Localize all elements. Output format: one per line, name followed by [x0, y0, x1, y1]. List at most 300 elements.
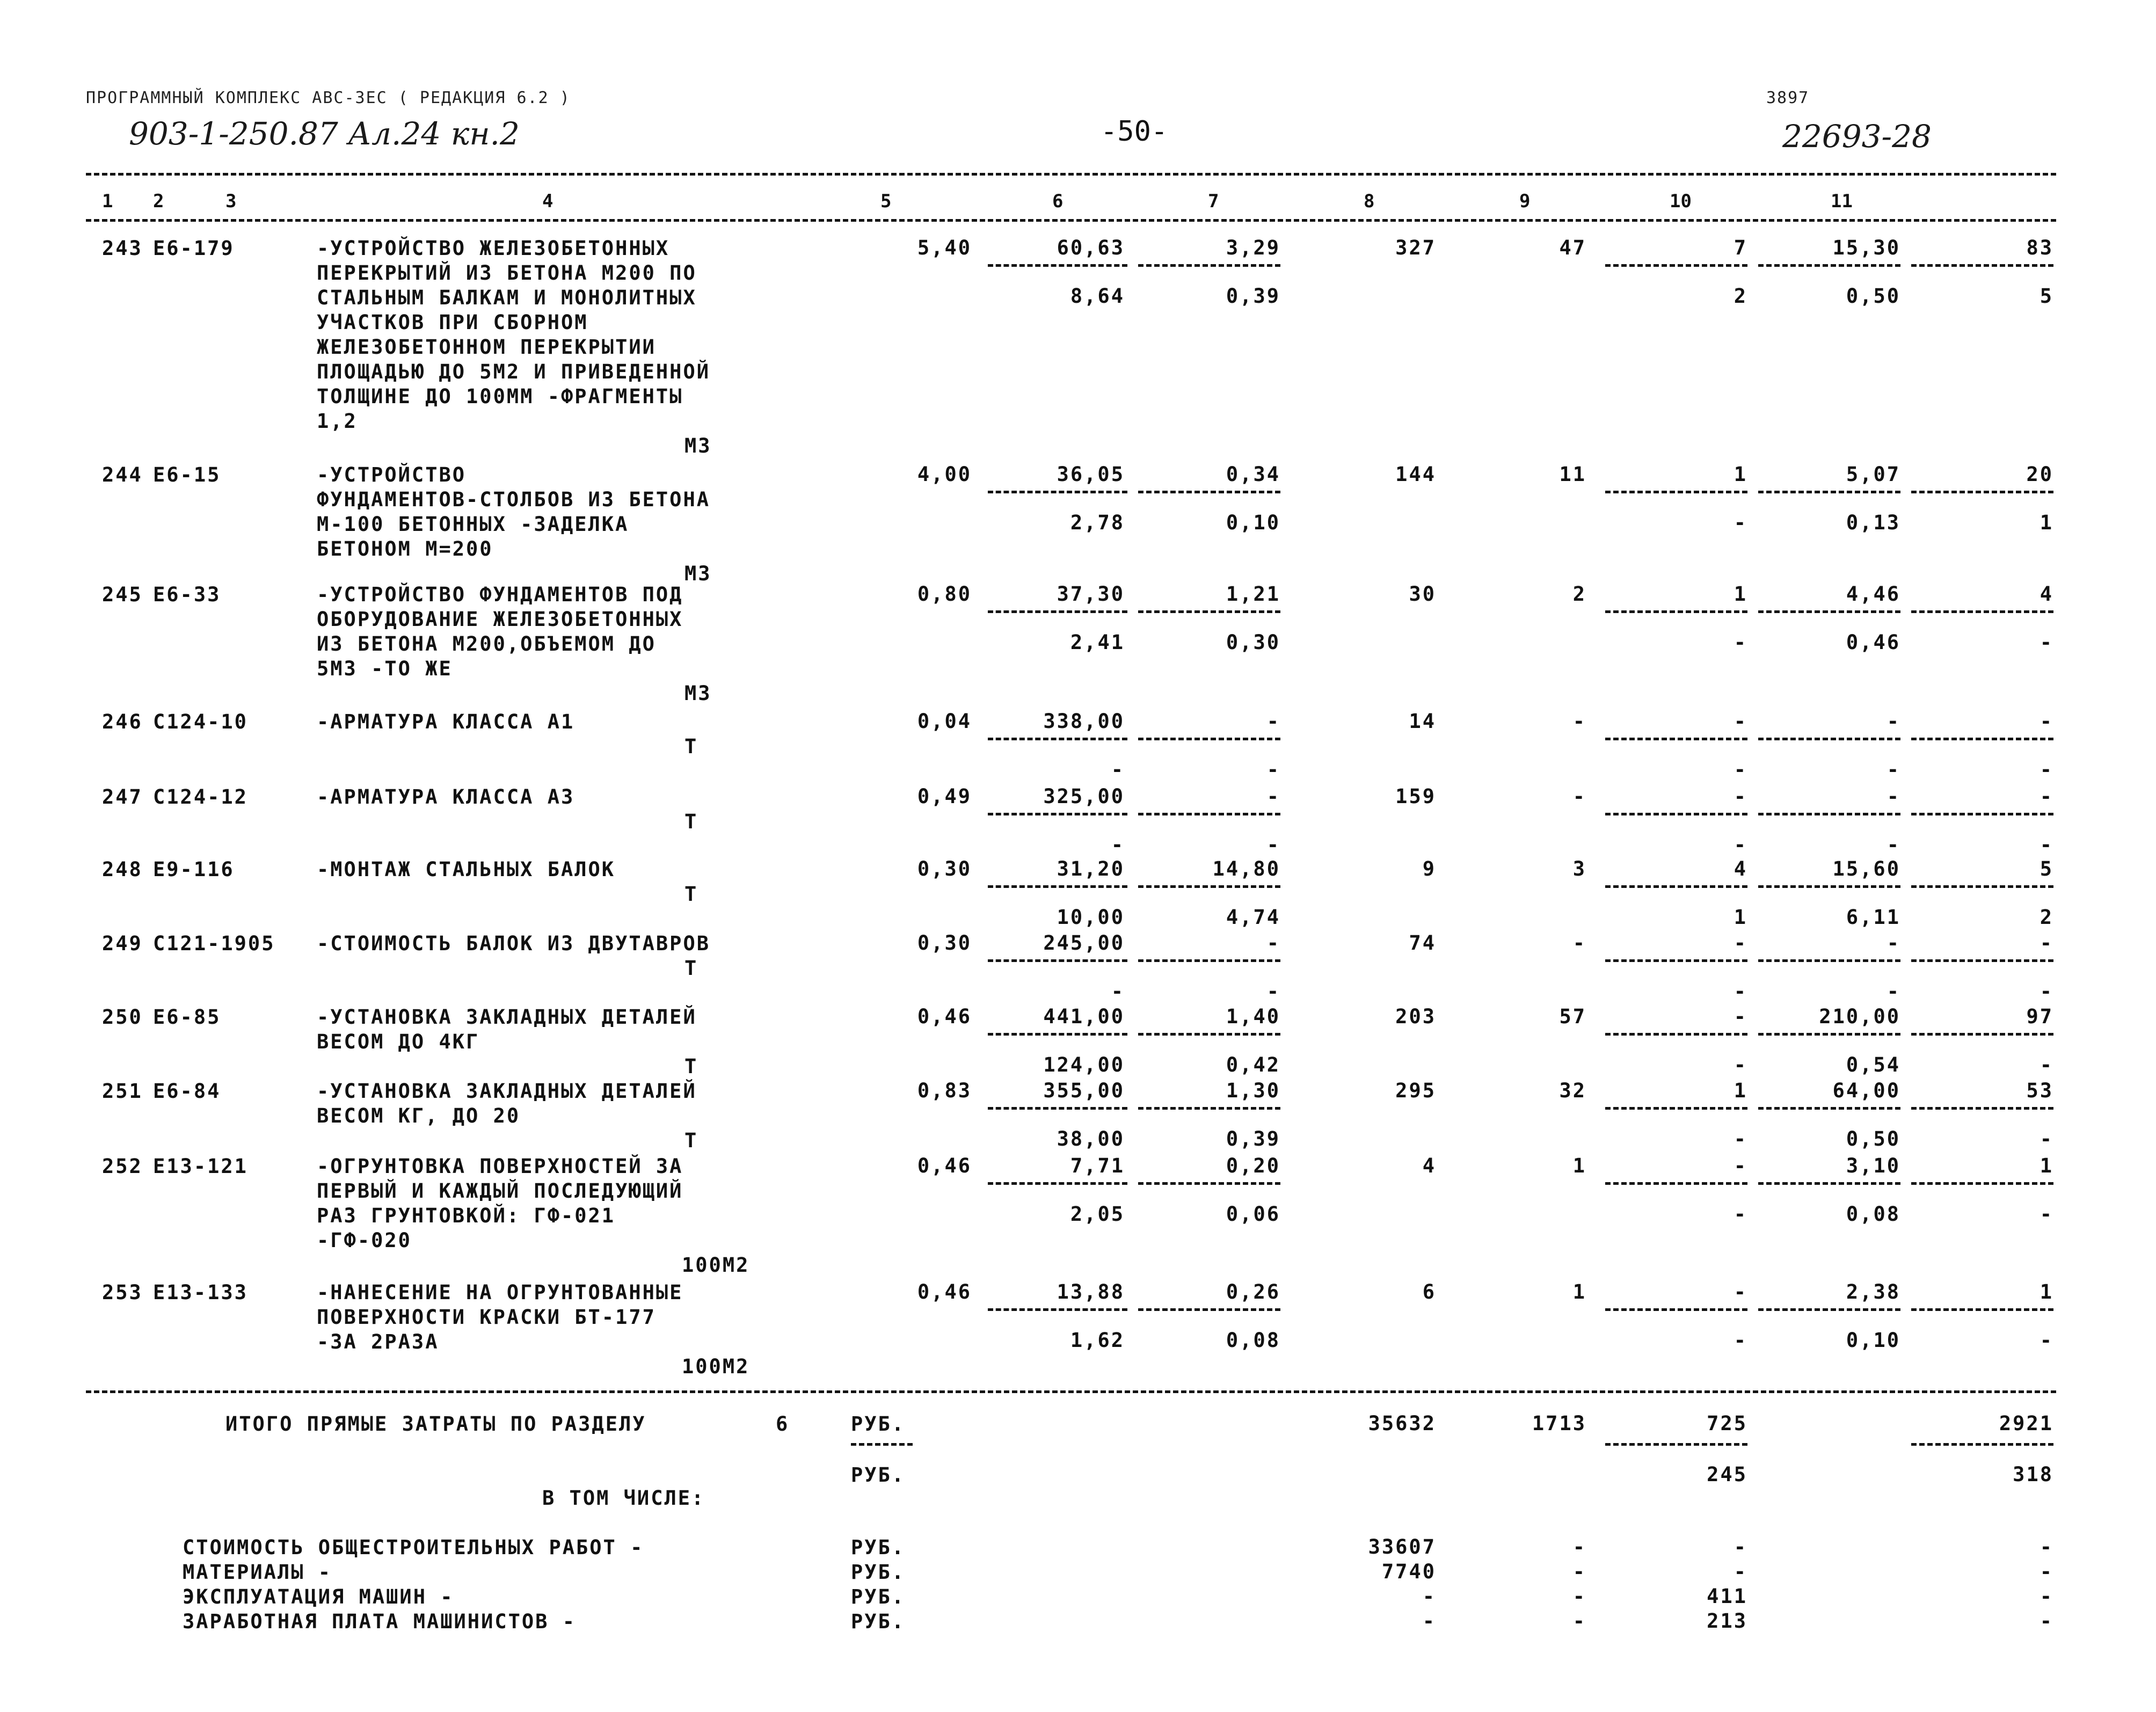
labor-unit: 64,00 [1832, 1079, 1900, 1102]
breakdown-total: - [1422, 1609, 1436, 1633]
labor-total: 5 [2040, 857, 2053, 880]
unit-of-measure: 100М2 [682, 1355, 750, 1378]
unit-cost-machinists: 0,10 [1226, 511, 1280, 534]
machine-operation: 7 [1733, 236, 1747, 259]
row-number: 248 [102, 858, 143, 881]
labor-total: 53 [2026, 1079, 2053, 1102]
cell-divider [1911, 1033, 2053, 1036]
unit-cost-machines: - [1266, 931, 1280, 955]
unit-cost-machinists: 0,08 [1226, 1329, 1280, 1352]
unit-cost-machinists: 0,06 [1226, 1203, 1280, 1226]
wages: 1 [1572, 1280, 1586, 1303]
section-number: 6 [776, 1412, 790, 1436]
labor-total: 1 [2040, 1280, 2053, 1303]
header-bottom-rule [86, 219, 2056, 222]
currency-label: РУБ. [851, 1585, 906, 1608]
rate-code: Е6-85 [153, 1006, 221, 1029]
labor-total: 20 [2026, 463, 2053, 486]
total-wages: 1713 [1532, 1412, 1586, 1435]
total-cost: 4 [1422, 1154, 1436, 1177]
rate-code: С124-12 [153, 785, 248, 808]
work-description-line: ПОВЕРХНОСТИ КРАСКИ БТ-177 [317, 1306, 656, 1329]
cell-divider [1605, 1182, 1747, 1185]
machine-operation: - [1733, 931, 1747, 955]
header-top-rule [86, 173, 2056, 176]
labor-unit: 2,38 [1846, 1280, 1900, 1303]
wages: 1 [1572, 1154, 1586, 1177]
totals-label: ИТОГО ПРЯМЫЕ ЗАТРАТЫ ПО РАЗДЕЛУ [225, 1412, 646, 1436]
unit-cost-machinists: 0,30 [1226, 631, 1280, 654]
cell-divider [1911, 610, 2053, 613]
cell-divider [1138, 738, 1280, 740]
total-cost: 14 [1409, 710, 1436, 733]
breakdown-labor: - [2040, 1560, 2053, 1583]
unit-cost-machinists: 0,39 [1226, 285, 1280, 308]
labor-unit: 15,30 [1832, 236, 1900, 259]
row-number: 253 [102, 1281, 143, 1304]
work-description-line: ОБОРУДОВАНИЕ ЖЕЛЕЗОБЕТОННЫХ [317, 608, 683, 631]
labor-machinists-unit: 0,10 [1846, 1329, 1900, 1352]
unit-cost-machines: 1,30 [1226, 1079, 1280, 1102]
cell-divider [1138, 1033, 1280, 1036]
unit-wages-of-machinists: 8,64 [1070, 285, 1125, 308]
cell-divider [1758, 264, 1900, 267]
column-header-8: 8 [1364, 191, 1375, 212]
unit-cost-machinists: 0,39 [1226, 1127, 1280, 1150]
unit-cost-total: 60,63 [1057, 236, 1125, 259]
cell-divider [851, 1443, 913, 1446]
work-description-line: РАЗ ГРУНТОВКОЙ: ГФ-021 [317, 1204, 616, 1227]
labor-machinists-total: 1 [2040, 511, 2053, 534]
currency-label: РУБ. [851, 1463, 906, 1487]
labor-total: 1 [2040, 1154, 2053, 1177]
work-description-line: -НАНЕСЕНИЕ НА ОГРУНТОВАННЫЕ [317, 1281, 683, 1304]
cell-divider [988, 491, 1127, 493]
quantity: 0,49 [917, 785, 972, 808]
unit-wages-of-machinists: 38,00 [1057, 1127, 1125, 1150]
quantity: 0,80 [917, 582, 972, 606]
unit-wages-of-machinists: 2,05 [1070, 1203, 1125, 1226]
unit-of-measure: Т [684, 1055, 698, 1078]
cell-divider [988, 813, 1127, 815]
work-description-line: ПЛОЩАДЬЮ ДО 5М2 И ПРИВЕДЕННОЙ [317, 360, 711, 383]
including-heading: В ТОМ ЧИСЛЕ: [542, 1487, 705, 1510]
work-description-line: -ГФ-020 [317, 1229, 412, 1252]
currency-label: РУБ. [851, 1412, 906, 1436]
row-number: 245 [102, 583, 143, 606]
unit-of-measure: М3 [684, 562, 712, 585]
unit-of-measure: Т [684, 957, 698, 980]
labor-machinists-unit: 0,46 [1846, 631, 1900, 654]
wages: 3 [1572, 857, 1586, 880]
unit-cost-machines: 14,80 [1212, 857, 1280, 880]
machine-operation: - [1733, 710, 1747, 733]
column-header-4: 4 [542, 191, 553, 212]
breakdown-machine: - [1733, 1560, 1747, 1583]
breakdown-total: 7740 [1381, 1560, 1436, 1583]
cell-divider [988, 1182, 1127, 1185]
unit-cost-total: 338,00 [1043, 710, 1125, 733]
cell-divider [988, 885, 1127, 888]
column-header-5: 5 [880, 191, 892, 212]
breakdown-machine: 411 [1707, 1585, 1747, 1608]
cell-divider [1138, 491, 1280, 493]
labor-machinists-total: - [2040, 1127, 2053, 1150]
column-header-9: 9 [1519, 191, 1531, 212]
rate-code: Е13-133 [153, 1281, 248, 1304]
cell-divider [1758, 959, 1900, 962]
unit-cost-total: 37,30 [1057, 582, 1125, 606]
cell-divider [1911, 738, 2053, 740]
machine-operation: - [1733, 1005, 1747, 1028]
labor-machinists-total: - [2040, 1203, 2053, 1226]
cell-divider [988, 738, 1127, 740]
labor-unit: - [1886, 710, 1900, 733]
page-number: -50- [1101, 115, 1168, 148]
row-number: 246 [102, 710, 143, 733]
labor-machinists-unit: 6,11 [1846, 906, 1900, 929]
row-number: 249 [102, 932, 143, 955]
wages: 11 [1559, 463, 1586, 486]
machine-operation: 4 [1733, 857, 1747, 880]
work-description-line: ПЕРВЫЙ И КАЖДЫЙ ПОСЛЕДУЮЩИЙ [317, 1179, 683, 1203]
cell-divider [988, 1033, 1127, 1036]
unit-cost-total: 355,00 [1043, 1079, 1125, 1102]
rate-code: Е6-84 [153, 1080, 221, 1103]
unit-cost-total: 245,00 [1043, 931, 1125, 955]
wages: - [1572, 710, 1586, 733]
machinist-wages: - [1733, 511, 1747, 534]
unit-cost-total: 441,00 [1043, 1005, 1125, 1028]
total-cost: 295 [1395, 1079, 1436, 1102]
work-description-line: ФУНДАМЕНТОВ-СТОЛБОВ ИЗ БЕТОНА [317, 488, 711, 511]
row-number: 250 [102, 1006, 143, 1029]
unit-cost-total: 325,00 [1043, 785, 1125, 808]
cell-divider [1138, 1182, 1280, 1185]
row-number: 243 [102, 237, 143, 260]
wages: 2 [1572, 582, 1586, 606]
unit-wages-of-machinists: 10,00 [1057, 906, 1125, 929]
total-direct-costs: 35632 [1368, 1412, 1436, 1435]
cell-divider [1911, 491, 2053, 493]
column-header-11: 11 [1831, 191, 1853, 212]
cell-divider [1605, 738, 1747, 740]
work-description-line: ВЕСОМ ДО 4КГ [317, 1030, 480, 1053]
cell-divider [1605, 959, 1747, 962]
machinist-wages: 2 [1733, 285, 1747, 308]
cell-divider [1911, 959, 2053, 962]
document-code: 903-1-250.87 Ал.24 кн.2 [129, 115, 520, 152]
labor-unit: - [1886, 785, 1900, 808]
breakdown-label: СТОИМОСТЬ ОБЩЕСТРОИТЕЛЬНЫХ РАБОТ - [183, 1536, 644, 1559]
unit-cost-machinists: 0,42 [1226, 1053, 1280, 1076]
cell-divider [1758, 1033, 1900, 1036]
breakdown-labor: - [2040, 1609, 2053, 1633]
unit-wages-of-machinists: - [1111, 758, 1125, 781]
labor-machinists-total: 2 [2040, 906, 2053, 929]
unit-cost-machinists: - [1266, 758, 1280, 781]
total-cost: 74 [1409, 931, 1436, 955]
unit-wages-of-machinists: 124,00 [1043, 1053, 1125, 1076]
work-description-line: -УСТРОЙСТВО ЖЕЛЕЗОБЕТОННЫХ [317, 237, 670, 260]
total-cost: 144 [1395, 463, 1436, 486]
cell-divider [1605, 813, 1747, 815]
labor-machinists-unit: 0,50 [1846, 1127, 1900, 1150]
cell-divider [1138, 264, 1280, 267]
labor-total: 4 [2040, 582, 2053, 606]
column-header-7: 7 [1208, 191, 1219, 212]
work-description-line: -ЗА 2РАЗА [317, 1330, 439, 1353]
labor-machinists-total: - [2040, 833, 2053, 856]
quantity: 0,30 [917, 931, 972, 955]
machinist-wages: - [1733, 631, 1747, 654]
breakdown-machine: 213 [1707, 1609, 1747, 1633]
quantity: 0,46 [917, 1280, 972, 1303]
unit-cost-total: 36,05 [1057, 463, 1125, 486]
row-number: 247 [102, 785, 143, 808]
labor-total: 97 [2026, 1005, 2053, 1028]
cell-divider [988, 1107, 1127, 1110]
rate-code: С121-1905 [153, 932, 275, 955]
breakdown-total: 33607 [1368, 1535, 1436, 1558]
cell-divider [1911, 1182, 2053, 1185]
labor-machinists-unit: - [1886, 758, 1900, 781]
currency-label: РУБ. [851, 1536, 906, 1559]
machinist-wages: 1 [1733, 906, 1747, 929]
cell-divider [1138, 885, 1280, 888]
cell-divider [1758, 491, 1900, 493]
rate-code: Е6-33 [153, 583, 221, 606]
cell-divider [1138, 610, 1280, 613]
unit-cost-machines: 1,21 [1226, 582, 1280, 606]
unit-cost-machines: 0,20 [1226, 1154, 1280, 1177]
cell-divider [1911, 813, 2053, 815]
work-description-line: БЕТОНОМ М=200 [317, 537, 493, 560]
column-header-2: 2 [153, 191, 164, 212]
row-number: 251 [102, 1080, 143, 1103]
total-cost: 203 [1395, 1005, 1436, 1028]
column-header-10: 10 [1670, 191, 1692, 212]
cell-divider [1758, 1107, 1900, 1110]
machinist-wages: - [1733, 758, 1747, 781]
cell-divider [1138, 959, 1280, 962]
labor-total: - [2040, 931, 2053, 955]
cell-divider [988, 959, 1127, 962]
currency-label: РУБ. [851, 1561, 906, 1584]
machine-operation: 1 [1733, 1079, 1747, 1102]
rate-code: С124-10 [153, 710, 248, 733]
total-cost: 30 [1409, 582, 1436, 606]
unit-of-measure: Т [684, 883, 698, 906]
totals-rule [86, 1390, 2056, 1393]
unit-cost-total: 31,20 [1057, 857, 1125, 880]
total-machinist-labor: 318 [2013, 1463, 2053, 1486]
cell-divider [1911, 264, 2053, 267]
machinist-wages: - [1733, 980, 1747, 1003]
labor-total: 83 [2026, 236, 2053, 259]
labor-machinists-unit: 0,50 [1846, 285, 1900, 308]
cell-divider [1758, 813, 1900, 815]
sheet-number: 3897 [1766, 89, 1810, 107]
labor-machinists-total: - [2040, 758, 2053, 781]
cell-divider [1605, 1443, 1747, 1446]
work-description-line: -МОНТАЖ СТАЛЬНЫХ БАЛОК [317, 858, 616, 881]
wages: - [1572, 785, 1586, 808]
cell-divider [1911, 1107, 2053, 1110]
breakdown-wages: - [1572, 1535, 1586, 1558]
cell-divider [1911, 1308, 2053, 1311]
work-description-line: 1,2 [317, 410, 358, 433]
quantity: 0,83 [917, 1079, 972, 1102]
work-description-line: -ОГРУНТОВКА ПОВЕРХНОСТЕЙ ЗА [317, 1155, 683, 1178]
work-description-line: -АРМАТУРА КЛАССА А3 [317, 785, 575, 808]
row-number: 244 [102, 463, 143, 486]
cell-divider [1138, 813, 1280, 815]
labor-machinists-total: 5 [2040, 285, 2053, 308]
unit-cost-machines: - [1266, 785, 1280, 808]
unit-cost-total: 7,71 [1070, 1154, 1125, 1177]
quantity: 0,04 [917, 710, 972, 733]
unit-wages-of-machinists: 2,41 [1070, 631, 1125, 654]
cell-divider [1605, 491, 1747, 493]
unit-of-measure: М3 [684, 434, 712, 457]
labor-machinists-total: - [2040, 980, 2053, 1003]
cell-divider [1758, 885, 1900, 888]
unit-cost-machines: 3,29 [1226, 236, 1280, 259]
breakdown-label: ЗАРАБОТНАЯ ПЛАТА МАШИНИСТОВ - [183, 1610, 577, 1633]
wages: 57 [1559, 1005, 1586, 1028]
work-description-line: -СТОИМОСТЬ БАЛОК ИЗ ДВУТАВРОВ [317, 932, 711, 955]
column-header-1: 1 [102, 191, 113, 212]
total-cost: 159 [1395, 785, 1436, 808]
work-description-line: -УСТАНОВКА ЗАКЛАДНЫХ ДЕТАЛЕЙ [317, 1080, 697, 1103]
unit-cost-machinists: - [1266, 833, 1280, 856]
unit-of-measure: Т [684, 1129, 698, 1152]
work-description-line: ИЗ БЕТОНА М200,ОБЪЕМОМ ДО [317, 632, 656, 655]
cell-divider [1605, 264, 1747, 267]
unit-wages-of-machinists: 2,78 [1070, 511, 1125, 534]
breakdown-labor: - [2040, 1585, 2053, 1608]
cell-divider [1758, 610, 1900, 613]
labor-machinists-unit: - [1886, 980, 1900, 1003]
labor-machinists-unit: 0,08 [1846, 1203, 1900, 1226]
cell-divider [1758, 738, 1900, 740]
quantity: 5,40 [917, 236, 972, 259]
breakdown-label: МАТЕРИАЛЫ - [183, 1561, 332, 1584]
labor-unit: 5,07 [1846, 463, 1900, 486]
machine-operation: 1 [1733, 582, 1747, 606]
cell-divider [1605, 1033, 1747, 1036]
unit-cost-machines: 1,40 [1226, 1005, 1280, 1028]
breakdown-machine: - [1733, 1535, 1747, 1558]
cell-divider [1138, 1107, 1280, 1110]
work-description-line: М-100 БЕТОННЫХ -ЗАДЕЛКА [317, 513, 629, 536]
cell-divider [1758, 1182, 1900, 1185]
total-cost: 9 [1422, 857, 1436, 880]
labor-unit: - [1886, 931, 1900, 955]
work-description-line: -АРМАТУРА КЛАССА А1 [317, 710, 575, 733]
work-description-line: ВЕСОМ КГ, ДО 20 [317, 1104, 521, 1127]
rate-code: Е13-121 [153, 1155, 248, 1178]
work-description-line: ПЕРЕКРЫТИЙ ИЗ БЕТОНА М200 ПО [317, 261, 697, 285]
work-description-line: -УСТРОЙСТВО ФУНДАМЕНТОВ ПОД [317, 583, 683, 606]
wages: 47 [1559, 236, 1586, 259]
work-description-line: УЧАСТКОВ ПРИ СБОРНОМ [317, 311, 588, 334]
cell-divider [1605, 610, 1747, 613]
work-description-line: -УСТАНОВКА ЗАКЛАДНЫХ ДЕТАЛЕЙ [317, 1006, 697, 1029]
work-description-line: СТАЛЬНЫМ БАЛКАМ И МОНОЛИТНЫХ [317, 286, 697, 309]
breakdown-wages: - [1572, 1560, 1586, 1583]
breakdown-label: ЭКСПЛУАТАЦИЯ МАШИН - [183, 1585, 454, 1608]
machine-operation: - [1733, 785, 1747, 808]
quantity: 0,30 [917, 857, 972, 880]
wages: - [1572, 931, 1586, 955]
unit-of-measure: Т [684, 810, 698, 833]
quantity: 0,46 [917, 1154, 972, 1177]
unit-cost-machines: 0,34 [1226, 463, 1280, 486]
breakdown-labor: - [2040, 1535, 2053, 1558]
currency-label: РУБ. [851, 1610, 906, 1633]
labor-machinists-unit: 0,13 [1846, 511, 1900, 534]
inventory-number: 22693-28 [1782, 118, 1932, 155]
rate-code: Е9-116 [153, 858, 235, 881]
labor-unit: 15,60 [1832, 857, 1900, 880]
column-header-6: 6 [1052, 191, 1064, 212]
labor-total: - [2040, 710, 2053, 733]
total-machinist-wages: 245 [1707, 1463, 1747, 1486]
labor-unit: 210,00 [1819, 1005, 1900, 1028]
machinist-wages: - [1733, 1127, 1747, 1150]
work-description-line: 5М3 -ТО ЖЕ [317, 657, 453, 680]
unit-cost-total: 13,88 [1057, 1280, 1125, 1303]
unit-cost-machinists: - [1266, 980, 1280, 1003]
cell-divider [1911, 885, 2053, 888]
program-header: ПРОГРАММНЫЙ КОМПЛЕКС АВС-ЗЕС ( РЕДАКЦИЯ 6.2 ) [86, 89, 571, 107]
wages: 32 [1559, 1079, 1586, 1102]
unit-of-measure: М3 [684, 682, 712, 705]
breakdown-total: - [1422, 1585, 1436, 1608]
quantity: 0,46 [917, 1005, 972, 1028]
row-number: 252 [102, 1155, 143, 1178]
machinist-wages: - [1733, 833, 1747, 856]
cell-divider [1605, 1107, 1747, 1110]
unit-of-measure: Т [684, 735, 698, 758]
work-description-line: ТОЛЩИНЕ ДО 100ММ -ФРАГМЕНТЫ [317, 385, 683, 408]
unit-cost-machines: - [1266, 710, 1280, 733]
cell-divider [1605, 1308, 1747, 1311]
cell-divider [988, 610, 1127, 613]
labor-machinists-total: - [2040, 1329, 2053, 1352]
cell-divider [988, 264, 1127, 267]
rate-code: Е6-179 [153, 237, 235, 260]
machinist-wages: - [1733, 1203, 1747, 1226]
total-cost: 327 [1395, 236, 1436, 259]
cell-divider [1138, 1308, 1280, 1311]
cell-divider [988, 1308, 1127, 1311]
rate-code: Е6-15 [153, 463, 221, 486]
cell-divider [1605, 885, 1747, 888]
unit-wages-of-machinists: - [1111, 833, 1125, 856]
unit-cost-machines: 0,26 [1226, 1280, 1280, 1303]
cell-divider [1758, 1308, 1900, 1311]
machine-operation: 1 [1733, 463, 1747, 486]
column-header-3: 3 [225, 191, 237, 212]
labor-unit: 4,46 [1846, 582, 1900, 606]
machinist-wages: - [1733, 1053, 1747, 1076]
quantity: 4,00 [917, 463, 972, 486]
breakdown-wages: - [1572, 1609, 1586, 1633]
breakdown-wages: - [1572, 1585, 1586, 1608]
